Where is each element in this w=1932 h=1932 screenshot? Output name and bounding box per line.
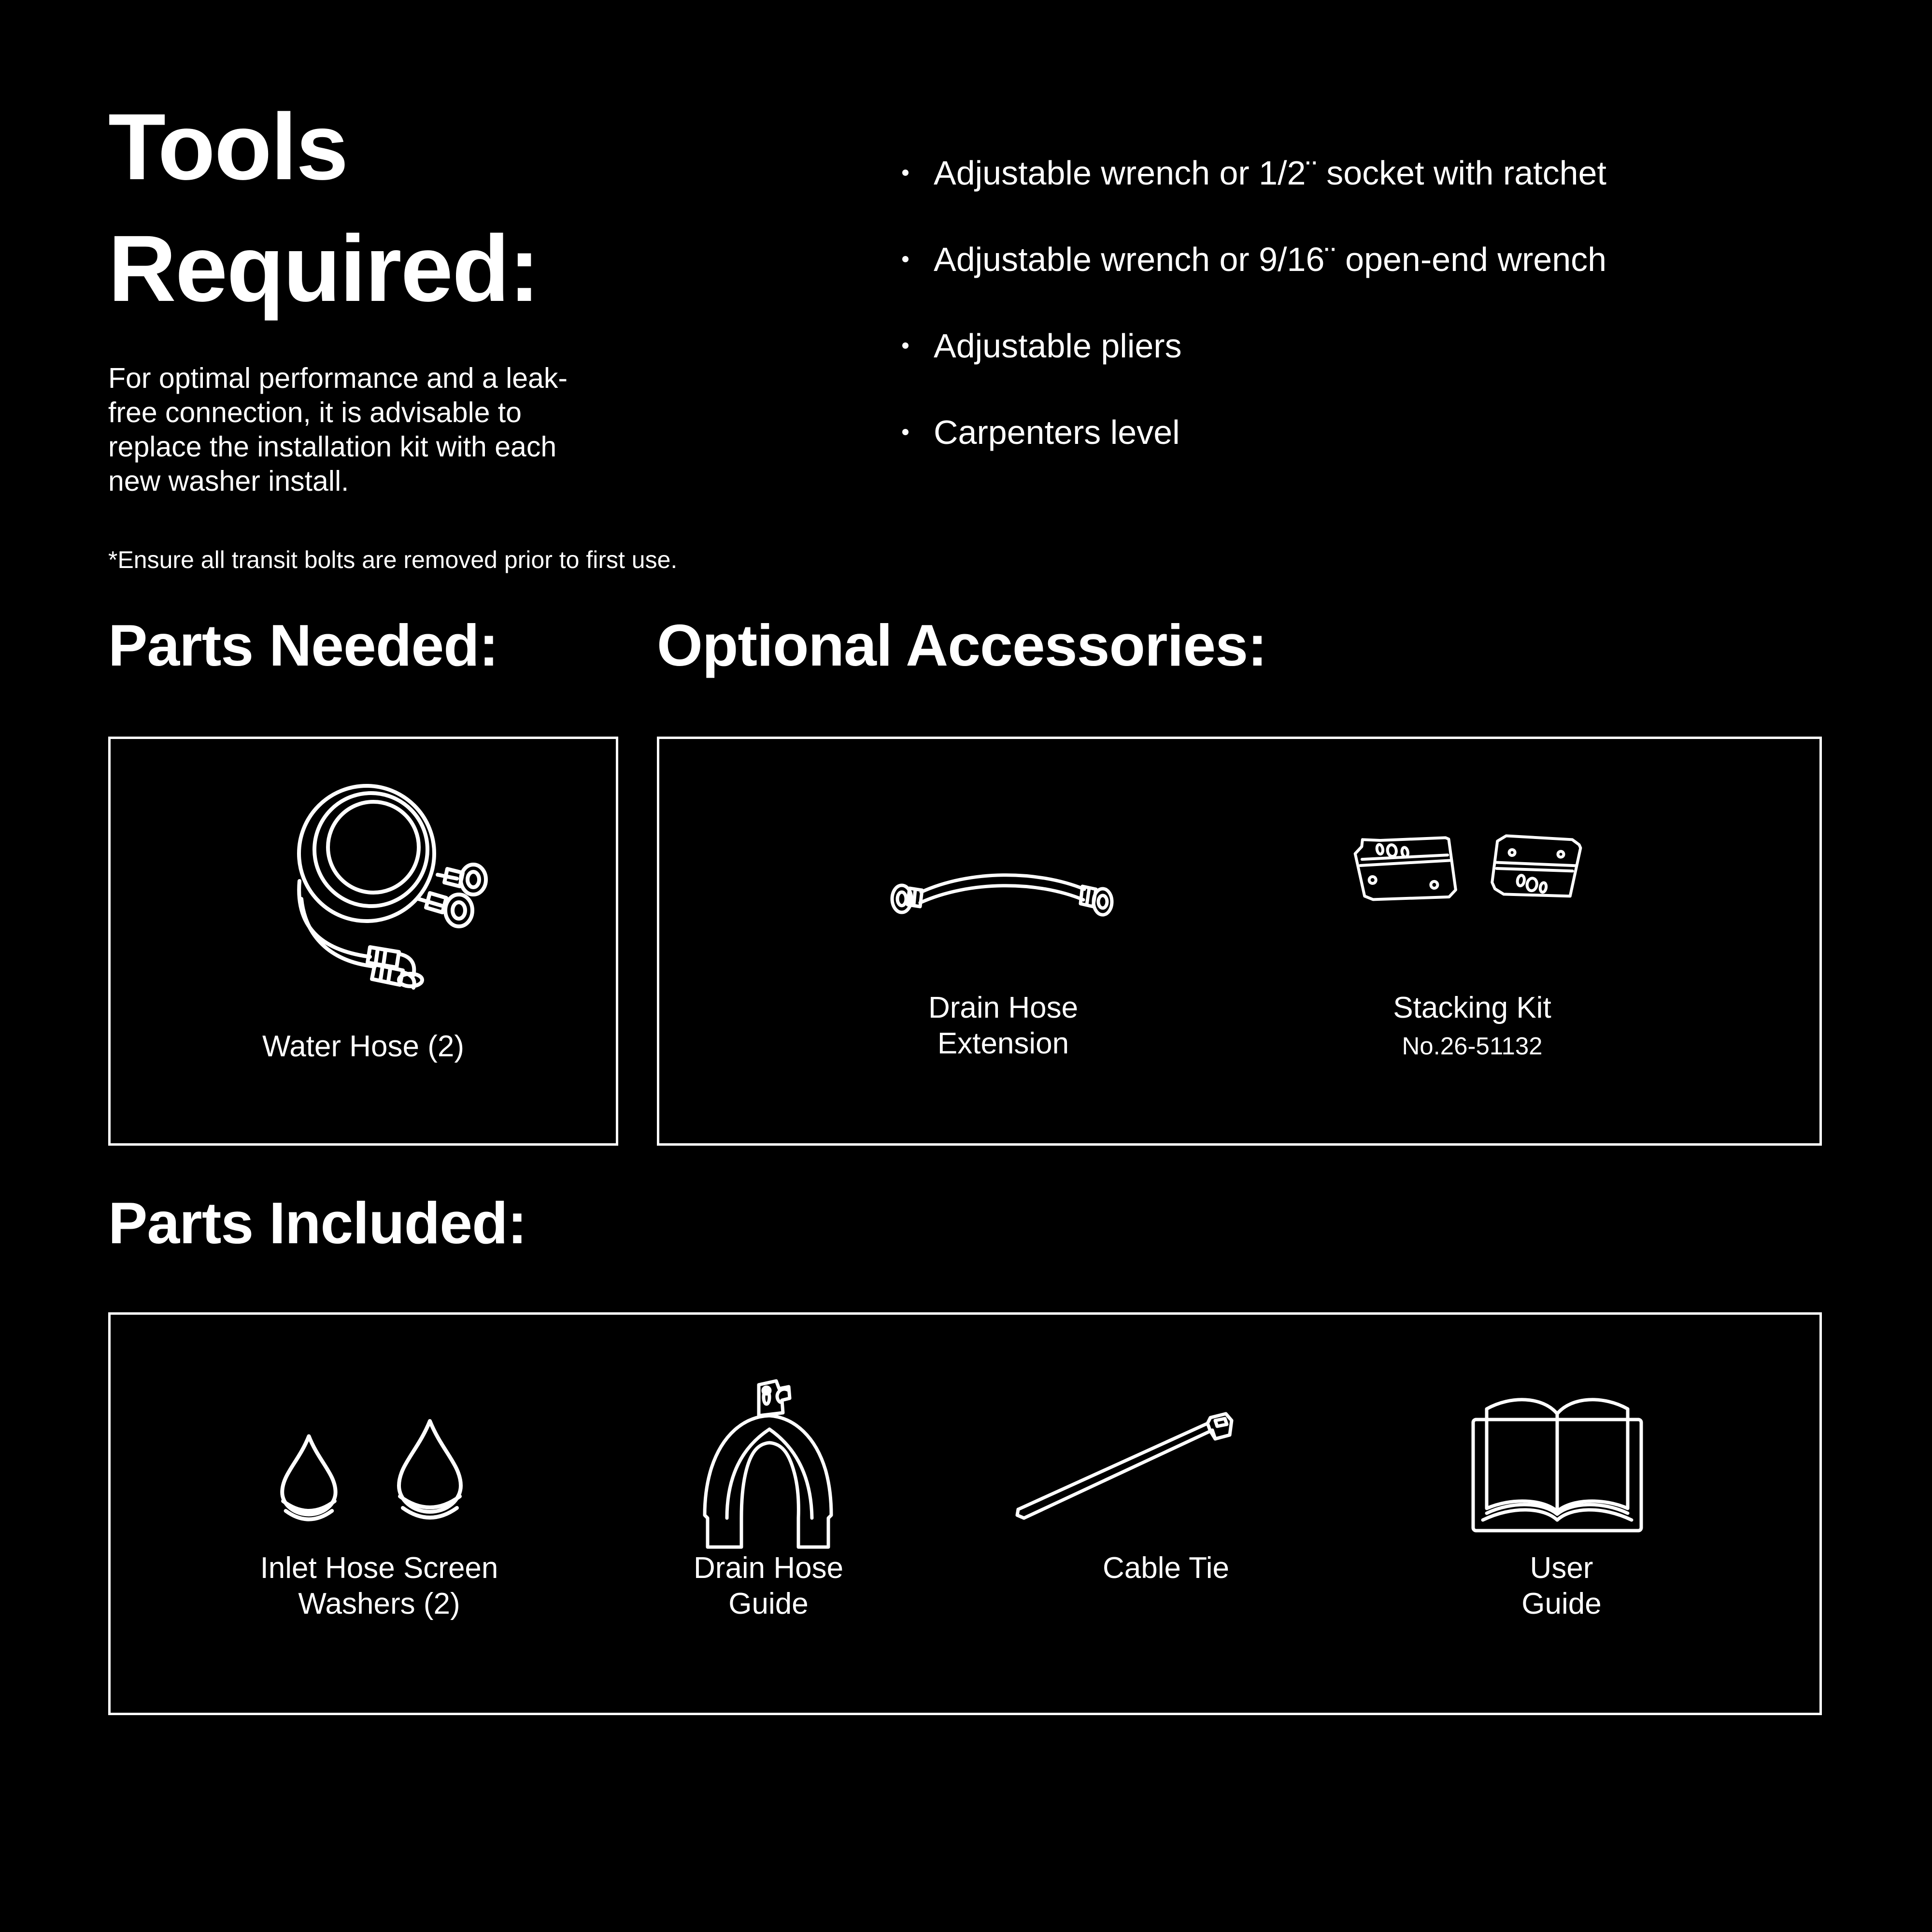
label-line: Drain Hose <box>928 991 1079 1024</box>
tools-list-item <box>902 302 1606 389</box>
tools-list-item-label: Carpenters level <box>934 413 1180 451</box>
intro-paragraph <box>108 361 568 498</box>
drain-hose-extension-icon <box>887 857 1119 925</box>
label-line: Guide <box>728 1587 809 1620</box>
label-line: Washers (2) <box>298 1587 460 1620</box>
inlet-hose-screen-washers-label <box>186 1550 572 1622</box>
bullet-icon <box>902 342 909 349</box>
user-guide-label <box>1368 1550 1755 1622</box>
parts-needed-box <box>108 737 618 1146</box>
label-line: Inlet Hose Screen <box>260 1551 498 1585</box>
label-line: Stacking Kit <box>1393 991 1551 1024</box>
inlet-hose-screen-washers-icon <box>268 1417 478 1543</box>
page-title-line1: Tools <box>108 94 348 199</box>
drain-hose-guide-label <box>575 1550 962 1622</box>
stacking-kit-label <box>1339 990 1605 1061</box>
tools-list-item <box>902 389 1606 475</box>
parts-included-box <box>108 1312 1822 1715</box>
water-hose-label: Water Hose (2) <box>262 1030 464 1063</box>
cable-tie-icon <box>1010 1401 1247 1524</box>
optional-accessories-heading: Optional Accessories: <box>657 612 1267 678</box>
user-guide-icon <box>1466 1389 1648 1536</box>
label-line: Drain Hose <box>693 1551 844 1585</box>
label-line: Cable Tie <box>1103 1551 1229 1585</box>
drain-hose-guide-icon <box>686 1370 853 1549</box>
stacking-kit-icon <box>1339 812 1605 940</box>
tools-list <box>902 129 1606 475</box>
tools-list-item-label: Adjustable wrench or 1/2¨ socket with ratchet <box>934 154 1606 192</box>
label-line: User <box>1530 1551 1593 1585</box>
drain-hose-extension-label <box>887 990 1119 1062</box>
intro-line: new washer install. <box>108 465 349 497</box>
intro-line: replace the installation kit with each <box>108 431 557 463</box>
tools-list-item <box>902 216 1606 302</box>
label-line: Guide <box>1521 1587 1602 1620</box>
bullet-icon <box>902 429 909 435</box>
tools-list-item-label: Adjustable wrench or 9/16¨ open-end wrench <box>934 240 1607 278</box>
label-line: Extension <box>937 1027 1069 1060</box>
parts-included-heading: Parts Included: <box>108 1190 527 1256</box>
optional-accessories-box <box>657 737 1822 1146</box>
bullet-icon <box>902 170 909 176</box>
transit-bolts-footnote: *Ensure all transit bolts are removed prior to first use. <box>108 546 678 573</box>
tools-list-item-label: Adjustable pliers <box>934 327 1182 365</box>
intro-line: For optimal performance and a leak- <box>108 362 568 394</box>
stacking-kit-part-number: No.26-51132 <box>1402 1032 1543 1060</box>
parts-needed-heading: Parts Needed: <box>108 612 498 678</box>
cable-tie-label <box>973 1550 1359 1586</box>
water-hose-icon <box>268 772 490 989</box>
tools-list-item <box>902 129 1606 216</box>
page-title-line2: Required: <box>108 216 540 321</box>
page-title <box>108 86 539 329</box>
bullet-icon <box>902 256 909 262</box>
intro-line: free connection, it is advisable to <box>108 397 522 428</box>
